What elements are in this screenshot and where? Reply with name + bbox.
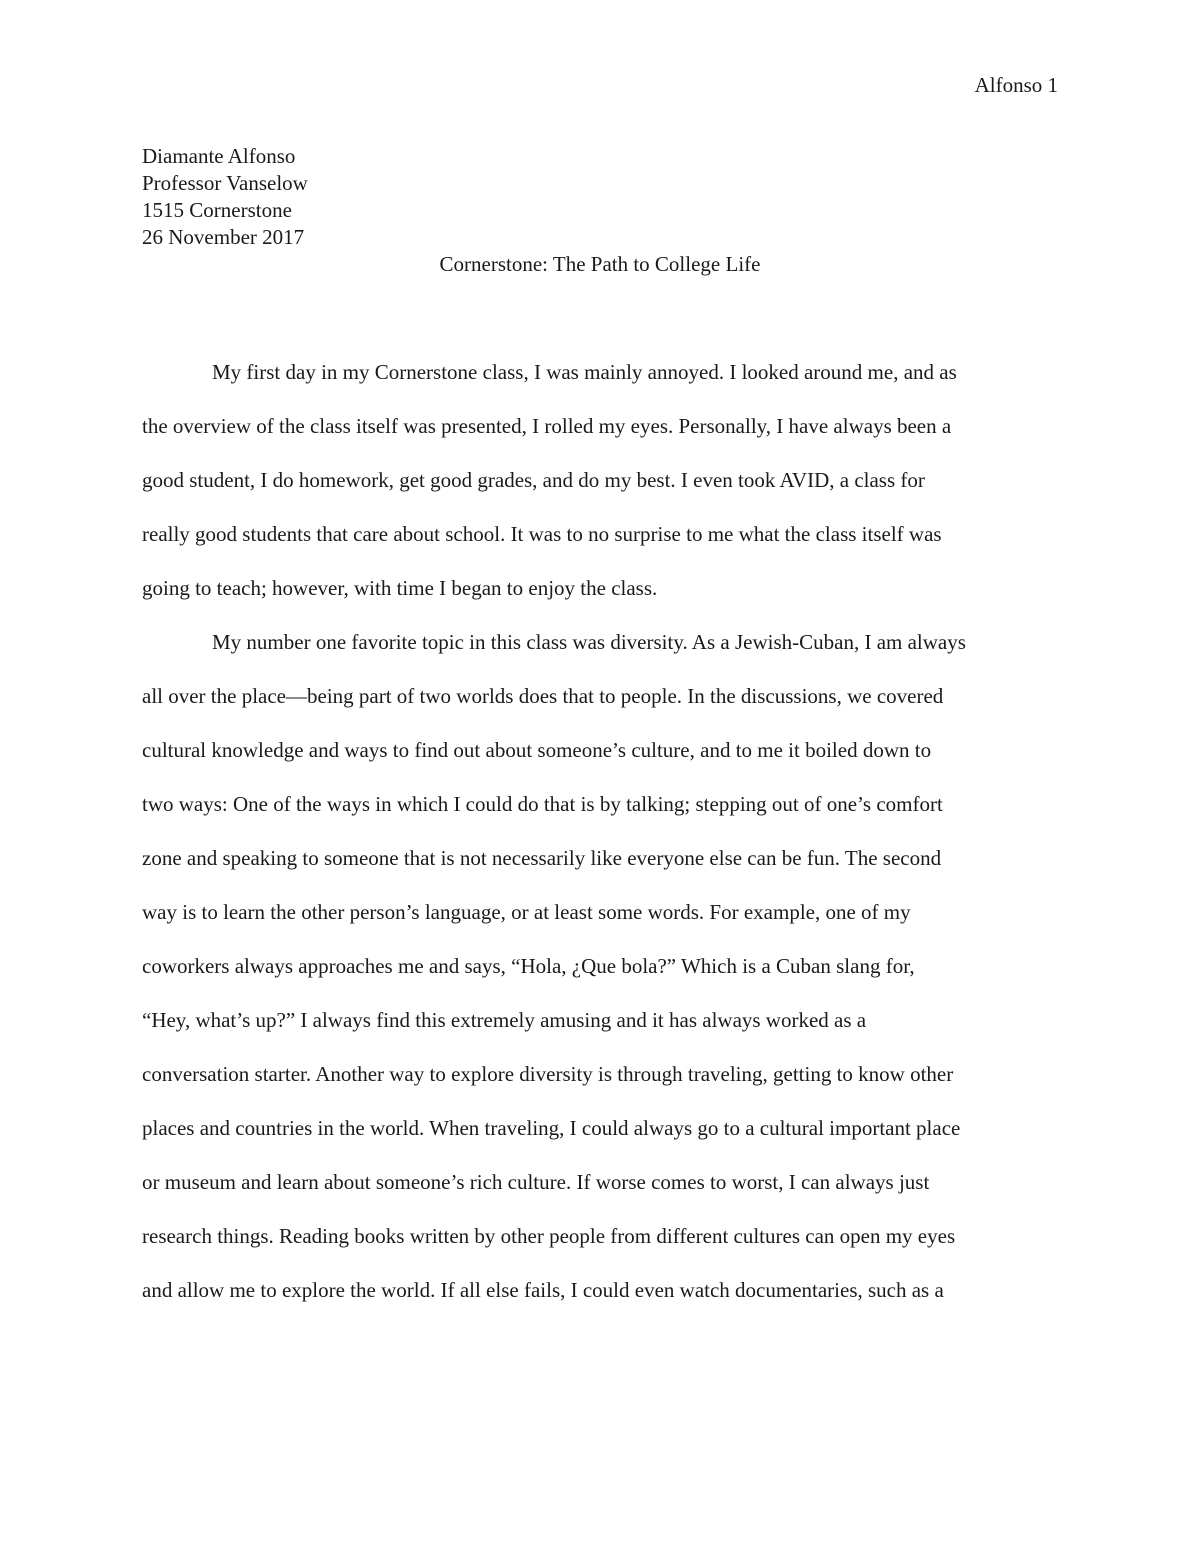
body-line: good student, I do homework, get good grades, and do my best. I even took AVID, a class for [142, 468, 925, 492]
body-line: cultural knowledge and ways to find out about someone’s culture, and to me it boiled down to [142, 738, 932, 762]
course-name: 1515 Cornerstone [142, 198, 292, 222]
body-line: “Hey, what’s up?” I always find this extremely amusing and it has always worked as a [142, 1008, 867, 1032]
body-line: zone and speaking to someone that is not necessarily like everyone else can be fun. The second [142, 846, 942, 870]
body-line: going to teach; however, with time I began to enjoy the class. [142, 576, 658, 600]
body-line: research things. Reading books written by other people from different cultures can open my eyes [142, 1224, 956, 1248]
body-line: My first day in my Cornerstone class, I was mainly annoyed. I looked around me, and as [212, 360, 957, 384]
mla-heading [142, 143, 308, 251]
body-line: two ways: One of the ways in which I could do that is by talking; stepping out of one’s comfort [142, 792, 943, 816]
body-line: coworkers always approaches me and says, “Hola, ¿Que bola?” Which is a Cuban slang for, [142, 954, 915, 978]
body-line: places and countries in the world. When traveling, I could always go to a cultural important place [142, 1116, 961, 1140]
essay-body [142, 345, 1062, 1317]
body-line: and allow me to explore the world. If all else fails, I could even watch documentaries, such as a [142, 1278, 944, 1302]
running-head: Alfonso 1 [974, 73, 1058, 97]
body-line: conversation starter. Another way to explore diversity is through traveling, getting to know other [142, 1062, 954, 1086]
body-line: or museum and learn about someone’s rich culture. If worse comes to worst, I can always just [142, 1170, 930, 1194]
body-line: the overview of the class itself was presented, I rolled my eyes. Personally, I have always been a [142, 414, 952, 438]
professor-name: Professor Vanselow [142, 171, 308, 195]
body-line: really good students that care about school. It was to no surprise to me what the class itself was [142, 522, 942, 546]
body-line: My number one favorite topic in this class was diversity. As a Jewish-Cuban, I am always [212, 630, 966, 654]
body-line: all over the place—being part of two worlds does that to people. In the discussions, we covered [142, 684, 944, 708]
essay-title: Cornerstone: The Path to College Life [439, 252, 761, 276]
body-line: way is to learn the other person’s language, or at least some words. For example, one of my [142, 900, 911, 924]
student-name: Diamante Alfonso [142, 144, 296, 168]
date-line: 26 November 2017 [142, 225, 305, 249]
